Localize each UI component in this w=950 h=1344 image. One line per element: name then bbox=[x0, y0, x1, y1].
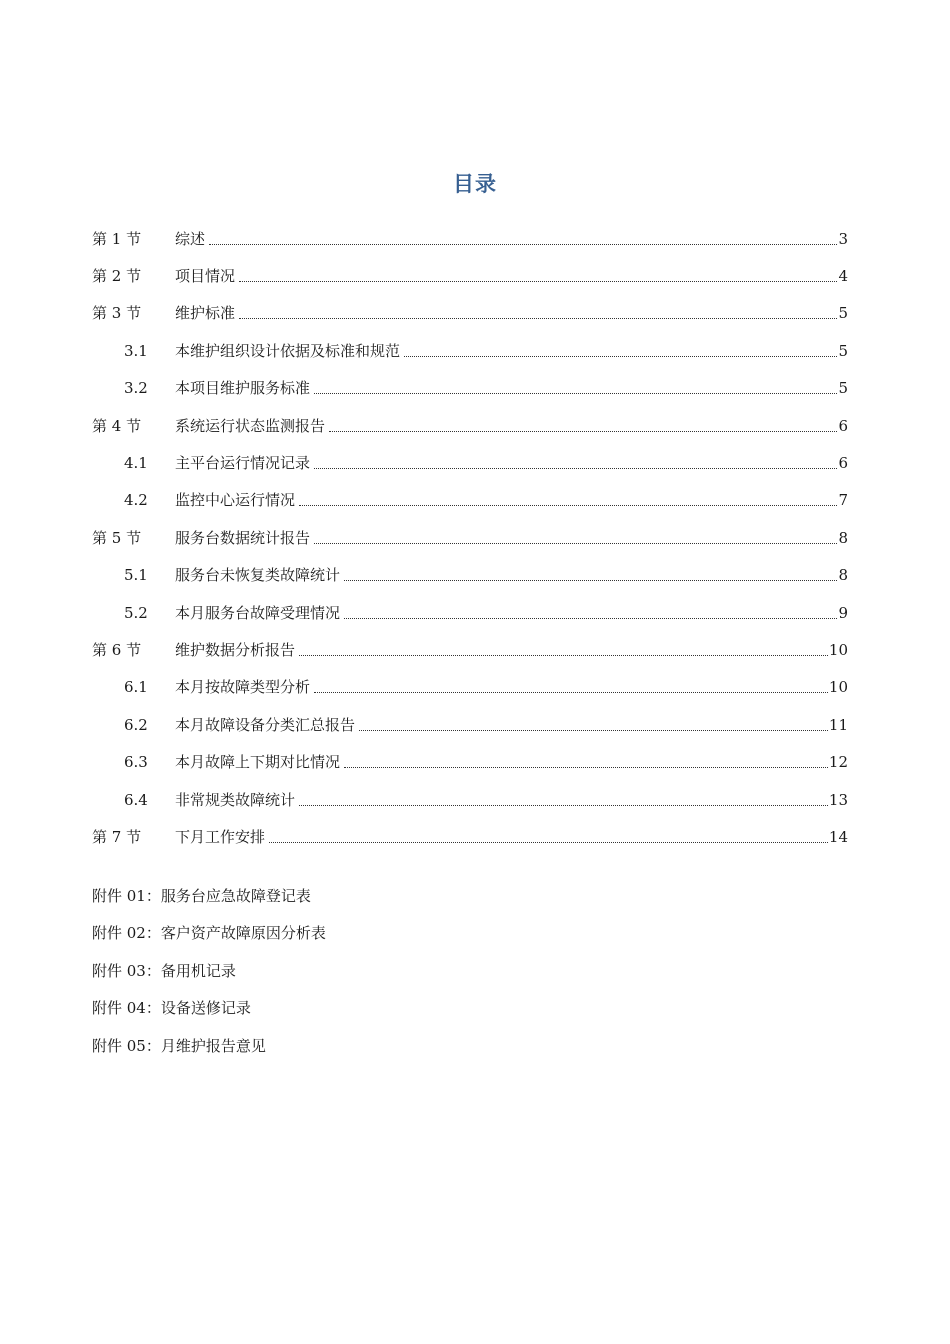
toc-dot-leader bbox=[344, 752, 828, 772]
toc-entry[interactable] bbox=[92, 669, 848, 706]
toc-entry[interactable] bbox=[92, 631, 848, 668]
toc-entry[interactable] bbox=[92, 706, 848, 743]
toc-entry[interactable] bbox=[92, 407, 848, 444]
toc-entry-number: 3.2 bbox=[124, 379, 148, 398]
toc-entry-number: 第 1 节 bbox=[92, 229, 142, 248]
toc-dot-leader bbox=[344, 565, 837, 585]
toc-dot-leader bbox=[209, 229, 837, 249]
toc-entry-title: 主平台运行情况记录 bbox=[175, 453, 314, 473]
toc-entry-page: 9 bbox=[838, 603, 848, 622]
toc-entry-number: 5.2 bbox=[124, 603, 148, 622]
toc-dot-leader bbox=[329, 416, 837, 436]
toc-entry[interactable] bbox=[92, 482, 848, 519]
toc-dot-leader bbox=[314, 528, 837, 548]
toc-entry-title: 综述 bbox=[175, 229, 209, 249]
toc-entry[interactable] bbox=[92, 743, 848, 780]
toc-entry-page: 5 bbox=[838, 341, 848, 360]
toc-entry-page: 3 bbox=[838, 229, 848, 248]
toc-entry-title: 服务台未恢复类故障统计 bbox=[175, 565, 344, 585]
toc-entry-page: 4 bbox=[838, 267, 848, 286]
toc-entry-title: 本月按故障类型分析 bbox=[175, 677, 314, 697]
toc-title: 目录 bbox=[453, 171, 497, 196]
toc-dot-leader bbox=[314, 378, 837, 398]
toc-entry-page: 5 bbox=[838, 304, 848, 323]
toc-entry-number: 第 3 节 bbox=[92, 304, 142, 323]
toc-dot-leader bbox=[299, 490, 837, 510]
attachment-item: 附件 05：月维护报告意见 bbox=[92, 1036, 266, 1055]
toc-dot-leader bbox=[359, 715, 828, 735]
toc-entry-page: 13 bbox=[828, 790, 848, 809]
toc-entry[interactable] bbox=[92, 818, 848, 855]
toc-entry[interactable] bbox=[92, 295, 848, 332]
toc-entry-number: 第 6 节 bbox=[92, 640, 142, 659]
toc-entry-title: 本维护组织设计依据及标准和规范 bbox=[175, 341, 404, 361]
toc-entry-title: 维护数据分析报告 bbox=[175, 640, 299, 660]
toc-entry-title: 本项目维护服务标准 bbox=[175, 378, 314, 398]
toc-entry-title: 本月服务台故障受理情况 bbox=[175, 603, 344, 623]
toc-entry-page: 5 bbox=[838, 379, 848, 398]
toc-entry-number: 5.1 bbox=[124, 566, 148, 585]
toc-entry-title: 非常规类故障统计 bbox=[175, 790, 299, 810]
toc-dot-leader bbox=[344, 603, 837, 623]
toc-entry[interactable] bbox=[92, 557, 848, 594]
toc-entry-number: 4.1 bbox=[124, 454, 148, 473]
attachment-item: 附件 02：客户资产故障原因分析表 bbox=[92, 924, 326, 943]
toc-dot-leader bbox=[239, 303, 837, 323]
toc-dot-leader bbox=[269, 827, 828, 847]
attachment-list bbox=[92, 886, 326, 1073]
toc-entry-number: 6.2 bbox=[124, 715, 148, 734]
toc-entry[interactable] bbox=[92, 220, 848, 257]
table-of-contents bbox=[92, 220, 848, 856]
toc-entry-title: 服务台数据统计报告 bbox=[175, 528, 314, 548]
toc-entry-title: 监控中心运行情况 bbox=[175, 490, 299, 510]
toc-entry-number: 第 2 节 bbox=[92, 267, 142, 286]
toc-dot-leader bbox=[299, 790, 828, 810]
toc-dot-leader bbox=[299, 640, 828, 660]
toc-entry-title: 下月工作安排 bbox=[175, 827, 269, 847]
toc-entry-page: 11 bbox=[828, 715, 848, 734]
toc-entry-page: 8 bbox=[838, 528, 848, 547]
toc-entry-title: 系统运行状态监测报告 bbox=[175, 416, 329, 436]
toc-entry-page: 6 bbox=[838, 454, 848, 473]
toc-entry-page: 6 bbox=[838, 416, 848, 435]
toc-entry-page: 8 bbox=[838, 566, 848, 585]
toc-dot-leader bbox=[314, 453, 837, 473]
toc-dot-leader bbox=[239, 266, 837, 286]
attachment-item: 附件 03：备用机记录 bbox=[92, 961, 236, 980]
toc-dot-leader bbox=[314, 677, 828, 697]
toc-entry[interactable] bbox=[92, 370, 848, 407]
toc-entry-page: 7 bbox=[838, 491, 848, 510]
toc-entry-title: 项目情况 bbox=[175, 266, 239, 286]
attachment-item: 附件 04：设备送修记录 bbox=[92, 999, 251, 1018]
toc-entry-number: 4.2 bbox=[124, 491, 148, 510]
toc-entry-number: 6.1 bbox=[124, 678, 148, 697]
toc-entry-title: 本月故障上下期对比情况 bbox=[175, 752, 344, 772]
toc-entry-page: 12 bbox=[828, 753, 848, 772]
attachment-item: 附件 01：服务台应急故障登记表 bbox=[92, 887, 311, 905]
toc-entry-number: 3.1 bbox=[124, 341, 148, 360]
toc-entry[interactable] bbox=[92, 444, 848, 481]
toc-entry-title: 本月故障设备分类汇总报告 bbox=[175, 715, 359, 735]
toc-entry-number: 第 5 节 bbox=[92, 528, 142, 547]
toc-entry-number: 6.4 bbox=[124, 790, 148, 809]
toc-entry[interactable] bbox=[92, 594, 848, 631]
toc-entry[interactable] bbox=[92, 519, 848, 556]
toc-entry[interactable] bbox=[92, 257, 848, 294]
toc-entry-number: 第 7 节 bbox=[92, 827, 142, 846]
toc-entry-title: 维护标准 bbox=[175, 303, 239, 323]
toc-entry-page: 10 bbox=[828, 640, 848, 659]
toc-dot-leader bbox=[404, 341, 837, 361]
toc-entry-number: 第 4 节 bbox=[92, 416, 142, 435]
toc-entry-page: 14 bbox=[828, 827, 848, 846]
toc-entry[interactable] bbox=[92, 332, 848, 369]
toc-entry[interactable] bbox=[92, 781, 848, 818]
toc-entry-page: 10 bbox=[828, 678, 848, 697]
toc-entry-number: 6.3 bbox=[124, 753, 148, 772]
